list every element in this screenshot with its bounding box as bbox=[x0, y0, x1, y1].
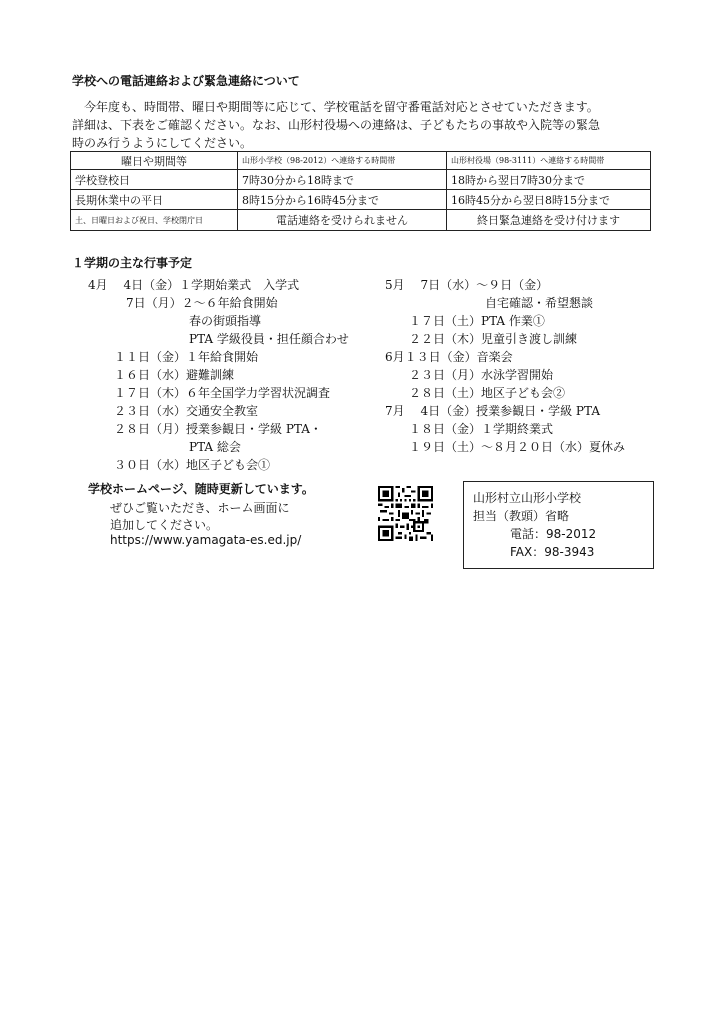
homepage-line: ぜひご覧いただき、ホーム画面に bbox=[110, 501, 290, 515]
schedule-item: 自宅確認・希望懇談 bbox=[485, 296, 594, 310]
schedule-item: ２８日（月）授業参観日・学級 PTA・ bbox=[114, 422, 322, 436]
table-row bbox=[71, 170, 651, 190]
notice-paragraph bbox=[72, 98, 672, 152]
table-cell: 16時45分から翌日8時15分まで bbox=[447, 190, 651, 210]
schedule-item: １９日（土）～８月２０日（水）夏休み bbox=[409, 440, 626, 454]
schedule-item: ２２日（木）児童引き渡し訓練 bbox=[409, 332, 578, 346]
schedule-item: １７日（木）６年全国学力学習状況調査 bbox=[114, 386, 331, 400]
schedule-item: ３０日（水）地区子ども会① bbox=[114, 458, 271, 472]
homepage-url[interactable]: https://www.yamagata-es.ed.jp/ bbox=[110, 533, 302, 547]
table-header-cell: 曜日や期間等 bbox=[71, 152, 238, 170]
school-contact-box bbox=[463, 481, 654, 569]
table-cell: 8時15分から16時45分まで bbox=[238, 190, 447, 210]
table-row bbox=[71, 190, 651, 210]
schedule-item: ２８日（土）地区子ども会② bbox=[409, 386, 566, 400]
schedule-title: １学期の主な行事予定 bbox=[72, 256, 193, 270]
schedule-item: 6月１３日（金）音楽会 bbox=[385, 350, 513, 364]
contact-table bbox=[70, 151, 651, 231]
fax-number: FAX：98-3943 bbox=[510, 545, 595, 559]
schedule-item: 7日（月）２～６年給食開始 bbox=[126, 296, 278, 310]
qr-code-icon[interactable] bbox=[378, 486, 433, 541]
notice-line: 詳細は、下表をご確認ください。なお、山形村役場への連絡は、子どもたちの事故や入院等の緊急 bbox=[72, 118, 601, 132]
schedule-item: １７日（土）PTA 作業① bbox=[409, 314, 545, 328]
schedule-item: ２３日（水）交通安全教室 bbox=[114, 404, 259, 418]
table-cell: 電話連絡を受けられません bbox=[238, 210, 447, 231]
notice-title: 学校への電話連絡および緊急連絡について bbox=[72, 74, 300, 88]
table-cell: 18時から翌日7時30分まで bbox=[447, 170, 651, 190]
table-header-cell: 山形村役場（98-3111）へ連絡する時間帯 bbox=[447, 152, 651, 170]
schedule-item: 7月 4日（金）授業参観日・学級 PTA bbox=[385, 404, 600, 418]
schedule-item: １１日（金）１年給食開始 bbox=[114, 350, 259, 364]
notice-line: 今年度も、時間帯、曜日や期間等に応じて、学校電話を留守番電話対応とさせていただきます。 bbox=[84, 100, 599, 114]
schedule-item: PTA 総会 bbox=[189, 440, 241, 454]
table-cell: 7時30分から18時まで bbox=[238, 170, 447, 190]
schedule-item: １６日（水）避難訓練 bbox=[114, 368, 235, 382]
schedule-item: ２３日（月）水泳学習開始 bbox=[409, 368, 554, 382]
contact-person: 担当（教頭）省略 bbox=[473, 509, 570, 523]
schedule-item: PTA 学級役員・担任顔合わせ bbox=[189, 332, 349, 346]
homepage-line: 追加してください。 bbox=[110, 518, 219, 532]
school-name: 山形村立山形小学校 bbox=[473, 491, 582, 505]
schedule-item: １８日（金）１学期終業式 bbox=[409, 422, 554, 436]
table-cell: 終日緊急連絡を受け付けます bbox=[447, 210, 651, 231]
notice-line: 時のみ行うようにしてください。 bbox=[72, 136, 253, 150]
table-header-cell: 山形小学校（98-2012）へ連絡する時間帯 bbox=[238, 152, 447, 170]
table-header-row bbox=[71, 152, 651, 170]
schedule-item: 5月 7日（水）～９日（金） bbox=[385, 278, 549, 292]
schedule-item: 4月 4日（金）１学期始業式 入学式 bbox=[88, 278, 300, 292]
table-cell: 土、日曜日および祝日、学校閉庁日 bbox=[71, 210, 238, 231]
homepage-title: 学校ホームページ、随時更新しています。 bbox=[88, 482, 314, 496]
table-cell: 学校登校日 bbox=[71, 170, 238, 190]
table-row bbox=[71, 210, 651, 231]
phone-number: 電話：98-2012 bbox=[510, 527, 597, 541]
schedule-item: 春の街頭指導 bbox=[189, 314, 262, 328]
table-cell: 長期休業中の平日 bbox=[71, 190, 238, 210]
